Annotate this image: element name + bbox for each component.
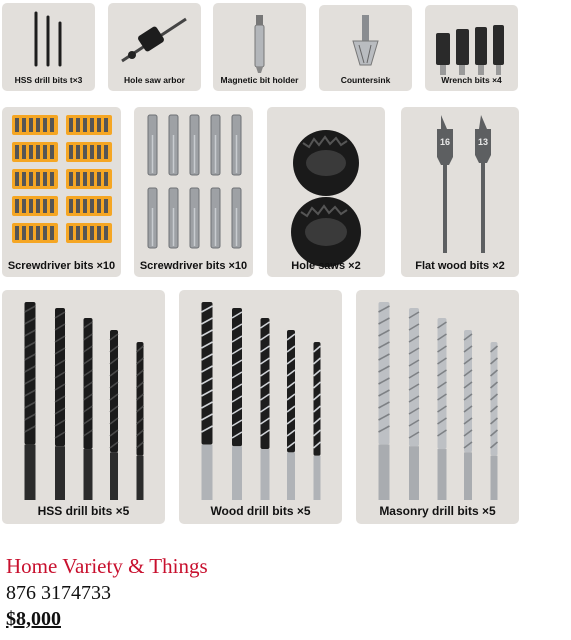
caption-magnetic-holder: Magnetic bit holder xyxy=(220,75,299,85)
screwdriver-bits-case-icon xyxy=(2,107,121,277)
caption-screwdriver-set: Screwdriver bits ×10 xyxy=(7,260,116,272)
screwdriver-bits-case-tile xyxy=(2,107,121,277)
shop-name: Home Variety & Things xyxy=(6,554,208,578)
hss-small-drill-bits-tile xyxy=(2,3,95,91)
wood-drill-bits-tile xyxy=(179,290,342,524)
hole-saw-arbor-tile xyxy=(108,3,201,91)
phone-number[interactable]: 876 3174733 xyxy=(6,582,111,604)
flat-bit-size-1: 16 xyxy=(439,137,451,147)
hole-saws-icon xyxy=(267,107,385,277)
masonry-drill-bits-icon xyxy=(356,290,519,524)
caption-hss-small: HSS drill bits t×3 xyxy=(14,75,83,85)
caption-hole-saws: Hole saws ×2 xyxy=(291,260,361,272)
wrench-bits-tile xyxy=(425,5,518,91)
price: $8,000 xyxy=(6,608,61,630)
screwdriver-bits-long-icon xyxy=(134,107,253,277)
caption-hole-saw-arbor: Hole saw arbor xyxy=(124,75,185,85)
wood-drill-bits-icon xyxy=(179,290,342,524)
countersink-tile xyxy=(319,5,412,91)
caption-masonry-drill: Masonry drill bits ×5 xyxy=(379,504,496,518)
hole-saws-tile xyxy=(267,107,385,277)
caption-wood-drill: Wood drill bits ×5 xyxy=(210,504,311,518)
flat-wood-bits-icon xyxy=(401,107,519,277)
caption-countersink: Countersink xyxy=(340,75,391,85)
caption-flat-wood: Flat wood bits ×2 xyxy=(415,260,505,272)
masonry-drill-bits-tile xyxy=(356,290,519,524)
hss-large-drill-bits-tile xyxy=(2,290,165,524)
caption-hss-large: HSS drill bits ×5 xyxy=(37,504,130,518)
hss-large-drill-bits-icon xyxy=(2,290,165,524)
caption-screwdriver-long: Screwdriver bits ×10 xyxy=(139,260,248,272)
caption-wrench-bits: Wrench bits ×4 xyxy=(441,75,502,85)
magnetic-bit-holder-tile xyxy=(213,3,306,91)
flat-wood-bits-tile xyxy=(401,107,519,277)
flat-bit-size-2: 13 xyxy=(477,137,489,147)
screwdriver-bits-long-tile xyxy=(134,107,253,277)
